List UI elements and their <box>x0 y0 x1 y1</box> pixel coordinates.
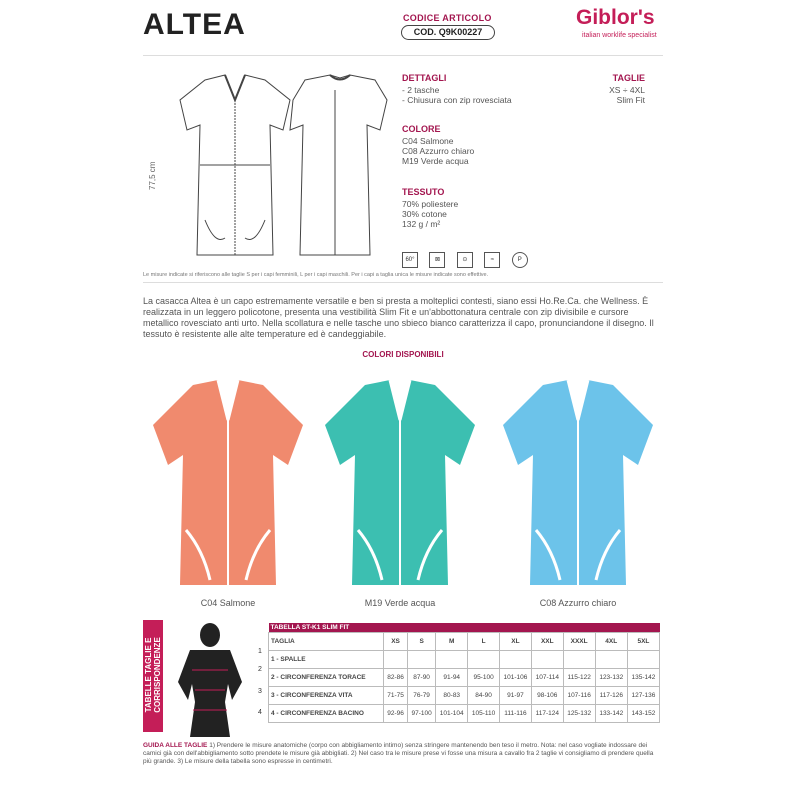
tessuto-title: TESSUTO <box>402 187 445 197</box>
table-cell: 91-97 <box>499 687 531 705</box>
article-code-label: CODICE ARTICOLO <box>403 13 492 23</box>
tessuto-list <box>402 199 458 229</box>
tessuto-line: 30% cotone <box>402 209 447 219</box>
color-label-azzurro-chiaro: C08 Azzurro chiaro <box>539 598 617 608</box>
table-cell: 115-122 <box>563 669 595 687</box>
table-row <box>269 705 660 723</box>
table-cell: 84-90 <box>468 687 500 705</box>
product-title: ALTEA <box>143 8 246 41</box>
table-cell: 82-86 <box>384 669 408 687</box>
colore-line: M19 Verde acqua <box>402 156 469 166</box>
size-tables-banner <box>143 620 163 732</box>
wash-60-icon: 60° <box>402 252 418 268</box>
length-dimension: 77,5 cm <box>148 161 157 190</box>
table-cell: 76-79 <box>408 687 436 705</box>
dettagli-line: - 2 tasche <box>402 85 440 95</box>
product-description: La casacca Altea è un capo estremamente versatile e ben si presta a molteplici contesti, siano essi Ho.Re.Ca. che Wellness. È realizzata in un leggero policotone, presenta una vestibilità Slim Fit e un'abbottonatura centrale con zip divisibile e cursore metallico rovesciato anti urto. Nella scollatura e nelle tasche uno sbieco bianco caratterizza il capo, pronunciandone il disegno. Il tessuto è resistente alle alte temperature ed è candeggiabile. <box>143 296 654 339</box>
table-row <box>269 687 660 705</box>
size-tables-banner-text: TABELLE TAGLIE E CORRISPONDENZE <box>144 637 162 713</box>
garment-azzurro-chiaro <box>498 380 658 595</box>
table-cell: 143-152 <box>627 705 659 723</box>
table-cell: 95-100 <box>468 669 500 687</box>
table-cell: 71-75 <box>384 687 408 705</box>
table-cell: 105-110 <box>468 705 500 723</box>
dettagli-line: - Chiusura con zip rovesciata <box>402 95 512 105</box>
table-cell: 101-106 <box>499 669 531 687</box>
figure-number: 2 <box>258 666 262 673</box>
figure-number: 1 <box>258 648 262 655</box>
divider <box>143 282 663 283</box>
dettagli-title: DETTAGLI <box>402 73 447 83</box>
size-header: XXL <box>532 633 564 651</box>
color-label-verde-acqua: M19 Verde acqua <box>364 598 436 608</box>
row-label: 2 - CIRCONFERENZA TORACE <box>269 669 384 687</box>
table-row <box>269 633 660 651</box>
care-icons <box>402 248 535 268</box>
table-cell: 125-132 <box>563 705 595 723</box>
size-header: XS <box>384 633 408 651</box>
table-cell: 97-100 <box>408 705 436 723</box>
table-cell: 107-114 <box>532 669 564 687</box>
table-cell <box>627 651 659 669</box>
table-cell: 91-94 <box>436 669 468 687</box>
table-cell: 101-104 <box>436 705 468 723</box>
tessuto-line: 70% poliestere <box>402 199 459 209</box>
colors-title: COLORI DISPONIBILI <box>362 350 444 359</box>
table-cell: 80-83 <box>436 687 468 705</box>
garment-salmone <box>148 380 308 595</box>
table-cell: 87-90 <box>408 669 436 687</box>
table-row <box>269 669 660 687</box>
colore-line: C04 Salmone <box>402 136 454 146</box>
table-cell: 135-142 <box>627 669 659 687</box>
size-guide <box>143 742 663 766</box>
size-table-title: TABELLA ST-K1 SLIM FIT <box>269 623 660 633</box>
table-cell <box>436 651 468 669</box>
table-cell: 133-142 <box>595 705 627 723</box>
size-header: XL <box>499 633 531 651</box>
taglie-line: XS ÷ 4XL <box>609 85 645 95</box>
table-cell <box>563 651 595 669</box>
table-cell: 117-126 <box>595 687 627 705</box>
size-header: S <box>408 633 436 651</box>
body-silhouette <box>170 622 250 742</box>
table-cell: 107-116 <box>563 687 595 705</box>
brand-tagline: italian worklife specialist <box>582 32 657 39</box>
figure-number: 4 <box>258 709 262 716</box>
taglie-list <box>560 85 645 105</box>
colore-list <box>402 136 474 166</box>
figure-number: 3 <box>258 688 262 695</box>
size-guide-title: GUIDA ALLE TAGLIE <box>143 742 208 749</box>
taglie-line: Slim Fit <box>616 95 645 105</box>
row-label: 3 - CIRCONFERENZA VITA <box>269 687 384 705</box>
size-guide-text: 1) Prendere le misure anatomiche (corpo con abbigliamento intimo) senza stringere mantenendo ben teso il metro. Nota: nel caso vogliate indossare dei camici già con dell'abbigliamento sotto prendete le misure già abbigliati. 2) Nel caso tra le misure prese vi fosse una misura a cavallo fra 2 taglie vi consigliamo di prendere quella più grande. 3) Le misure della tabella sono espresse in centimetri. <box>143 742 654 765</box>
brand-logo: Giblor's <box>576 6 655 29</box>
row-label: 1 - SPALLE <box>269 651 384 669</box>
divider <box>143 55 663 56</box>
size-label: TAGLIA <box>269 633 384 651</box>
table-cell: 111-116 <box>499 705 531 723</box>
iron-icon: ≈ <box>484 252 500 268</box>
size-header: 5XL <box>627 633 659 651</box>
article-code-value: COD. Q9K00227 <box>401 25 495 40</box>
row-label: 4 - CIRCONFERENZA BACINO <box>269 705 384 723</box>
table-cell: 123-132 <box>595 669 627 687</box>
size-table <box>268 623 660 723</box>
size-header: L <box>468 633 500 651</box>
table-cell <box>468 651 500 669</box>
tumble-dry-icon: ⊙ <box>457 252 473 268</box>
dettagli-list <box>402 85 512 105</box>
tessuto-line: 132 g / m² <box>402 219 441 229</box>
taglie-title: TAGLIE <box>612 73 645 83</box>
no-bleach-icon: ⊠ <box>429 252 445 268</box>
colore-title: COLORE <box>402 124 441 134</box>
table-cell <box>499 651 531 669</box>
table-cell <box>408 651 436 669</box>
size-header: XXXL <box>563 633 595 651</box>
table-cell: 92-96 <box>384 705 408 723</box>
dry-clean-icon: P <box>512 252 528 268</box>
table-row <box>269 651 660 669</box>
size-header: 4XL <box>595 633 627 651</box>
table-cell <box>384 651 408 669</box>
table-cell: 127-136 <box>627 687 659 705</box>
table-cell: 98-106 <box>532 687 564 705</box>
table-cell <box>532 651 564 669</box>
technical-drawing <box>165 70 390 265</box>
measure-note: Le misure indicate si riferiscono alle taglie S per i capi femminili, L per i capi maschili. Per i capi a taglia unica le misure indicate sono effettive. <box>143 272 489 278</box>
size-table-header <box>269 623 660 633</box>
table-cell <box>595 651 627 669</box>
color-label-salmone: C04 Salmone <box>200 598 256 608</box>
colore-line: C08 Azzurro chiaro <box>402 146 475 156</box>
size-header: M <box>436 633 468 651</box>
garment-verde-acqua <box>320 380 480 595</box>
table-cell: 117-124 <box>532 705 564 723</box>
